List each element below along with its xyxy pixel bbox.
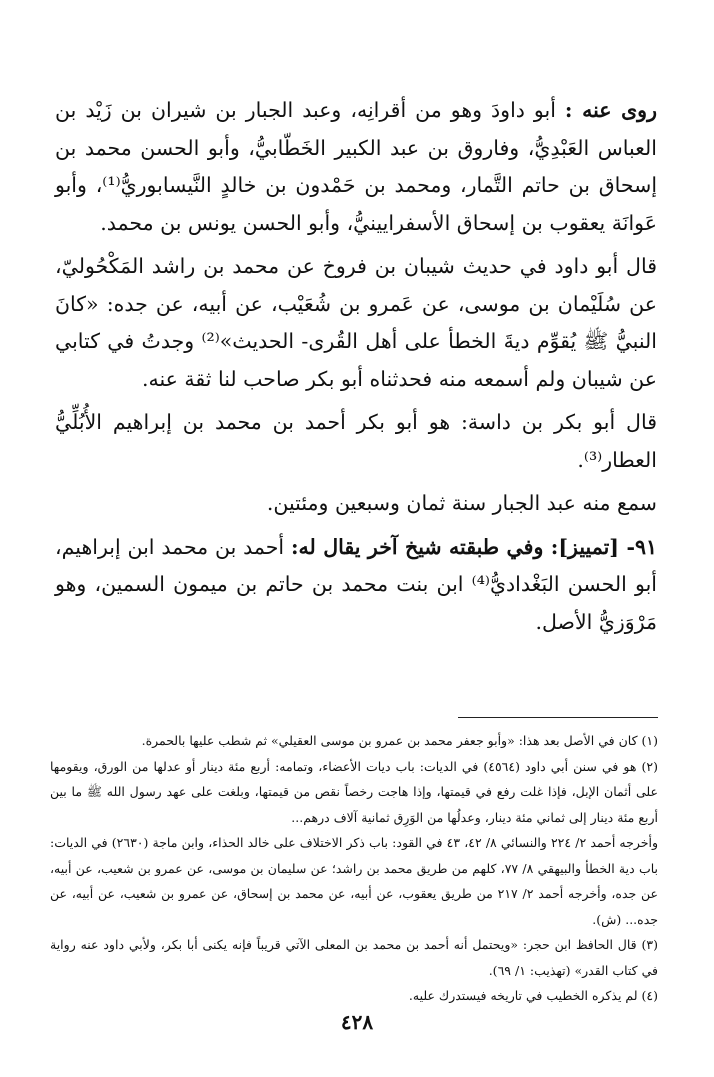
paragraph-body: أبو داودَ وهو من أقرانِه، وعبد الجبار بن شيران بن زَيْد بن العباس العَبْدِيُّ، وفاروق بن عبد الكبير الخَطّابيُّ، وأبو الحسن محمد بن إسحاق بن حاتم التَّمار، ومحمد بن حَمْدون بن خالدٍ النَّيسابوريُّ⁽¹⁾، وأبو عَوانَة يعقوب بن إسحاق الأسفرايينيُّ، وأبو الحسن يونس بن محمد. [55,98,658,235]
footnote-3: (٣) قال الحافظ ابن حجر: «ويحتمل أنه أحمد بن محمد بن المعلى الآتي قريباً فإنه يكنى أبا بكر، ولأبي داود عنه رواية في كتاب القدر» (تهذيب: ١/ ٦٩). [50,937,658,978]
paragraph-narrators [55,92,657,242]
footnote-2: (٢) هو في سنن أبي داود (٤٥٦٤) في الديات: باب ديات الأعضاء، وتمامه: أربع مئة دينار أو عدلها من الورق، ويقومها على أثمان الإبل، فإذا غلت رفع في قيمتها، وإذا هاجت رخصاً نقص من قيمتها، وبلغت على عهد رسول الله ﷺ ما بين أربع مئة دينار إلى ثماني مئة دينار، وعدلُها من الوَرِق ثمانية آلاف درهم... [50,758,658,825]
footnote-4: (٤) لم يذكره الخطيب في تاريخه فيستدرك عليه. [408,988,658,1003]
footnote-1: (١) كان في الأصل بعد هذا: «وأبو جعفر محمد بن عمرو بن موسى العقيلي» ثم شطب عليها بالحمرة. [141,733,658,748]
paragraph-ibn-dasa [55,404,657,479]
paragraph-body: أحمد بن محمد ابن إبراهيم، أبو الحسن البَغْداديُّ⁽⁴⁾ ابن بنت محمد بن حاتم بن ميمون السمين، وهو مَرْوَزيُّ الأصل. [55,534,657,634]
paragraph-body: سمع منه عبد الجبار سنة ثمان وسبعين ومئتين. [266,491,657,515]
paragraph-lead: ٩١- [تمييز]: وفي طبقته شيخ آخر يقال له: [290,534,657,559]
footnotes [50,728,658,1009]
page-number: ٤٢٨ [340,1010,374,1034]
footnote-2-continued: وأخرجه أحمد ٢/ ٢٢٤ والنسائي ٨/ ٤٢، ٤٣ في القود: باب ذكر الاختلاف على خالد الحذاء، وابن ماجة (٢٦٣٠) في الديات: باب دية الخطأ والبيهقي ٨/ ٧٧، كلهم من طريق محمد بن راشد؛ عن سليمان بن موسى، عن عمرو بن شعيب، عن أبيه، عن جده، وأخرجه أحمد ٢/ ٢١٧ من طريق يعقوب، عن أبيه، عن محمد بن إسحاق، عن عمرو بن شعيب، عن أبيه، عن جده... (ش). [50,835,659,927]
main-text [55,92,657,641]
paragraph-body: قال أبو بكر بن داسة: هو أبو بكر أحمد بن محمد بن إبراهيم الأُبُلِّيُّ العطار⁽³⁾. [55,410,657,472]
paragraph-lead: روى عنه : [564,98,657,122]
paragraph-body: قال أبو داود في حديث شيبان بن فروخ عن محمد بن راشد المَكْحُوليّ، عن سُلَيْمان بن موسى، عن عَمرو بن شُعَيْب، عن أبيه، عن جده: «كانَ النبيُّ ﷺ يُقوِّم ديةَ الخطأ على أهل القُرى- الحديث»⁽²⁾ وجدتُ في كتابي عن شيبان ولم أسمعه منه فحدثناه أبو بكر صاحب لنا ثقة عنه. [55,254,657,391]
paragraph-entry-91 [55,529,657,642]
paragraph-abu-dawud [55,248,657,398]
footnotes-divider [458,717,658,718]
paragraph-heard [55,485,657,523]
